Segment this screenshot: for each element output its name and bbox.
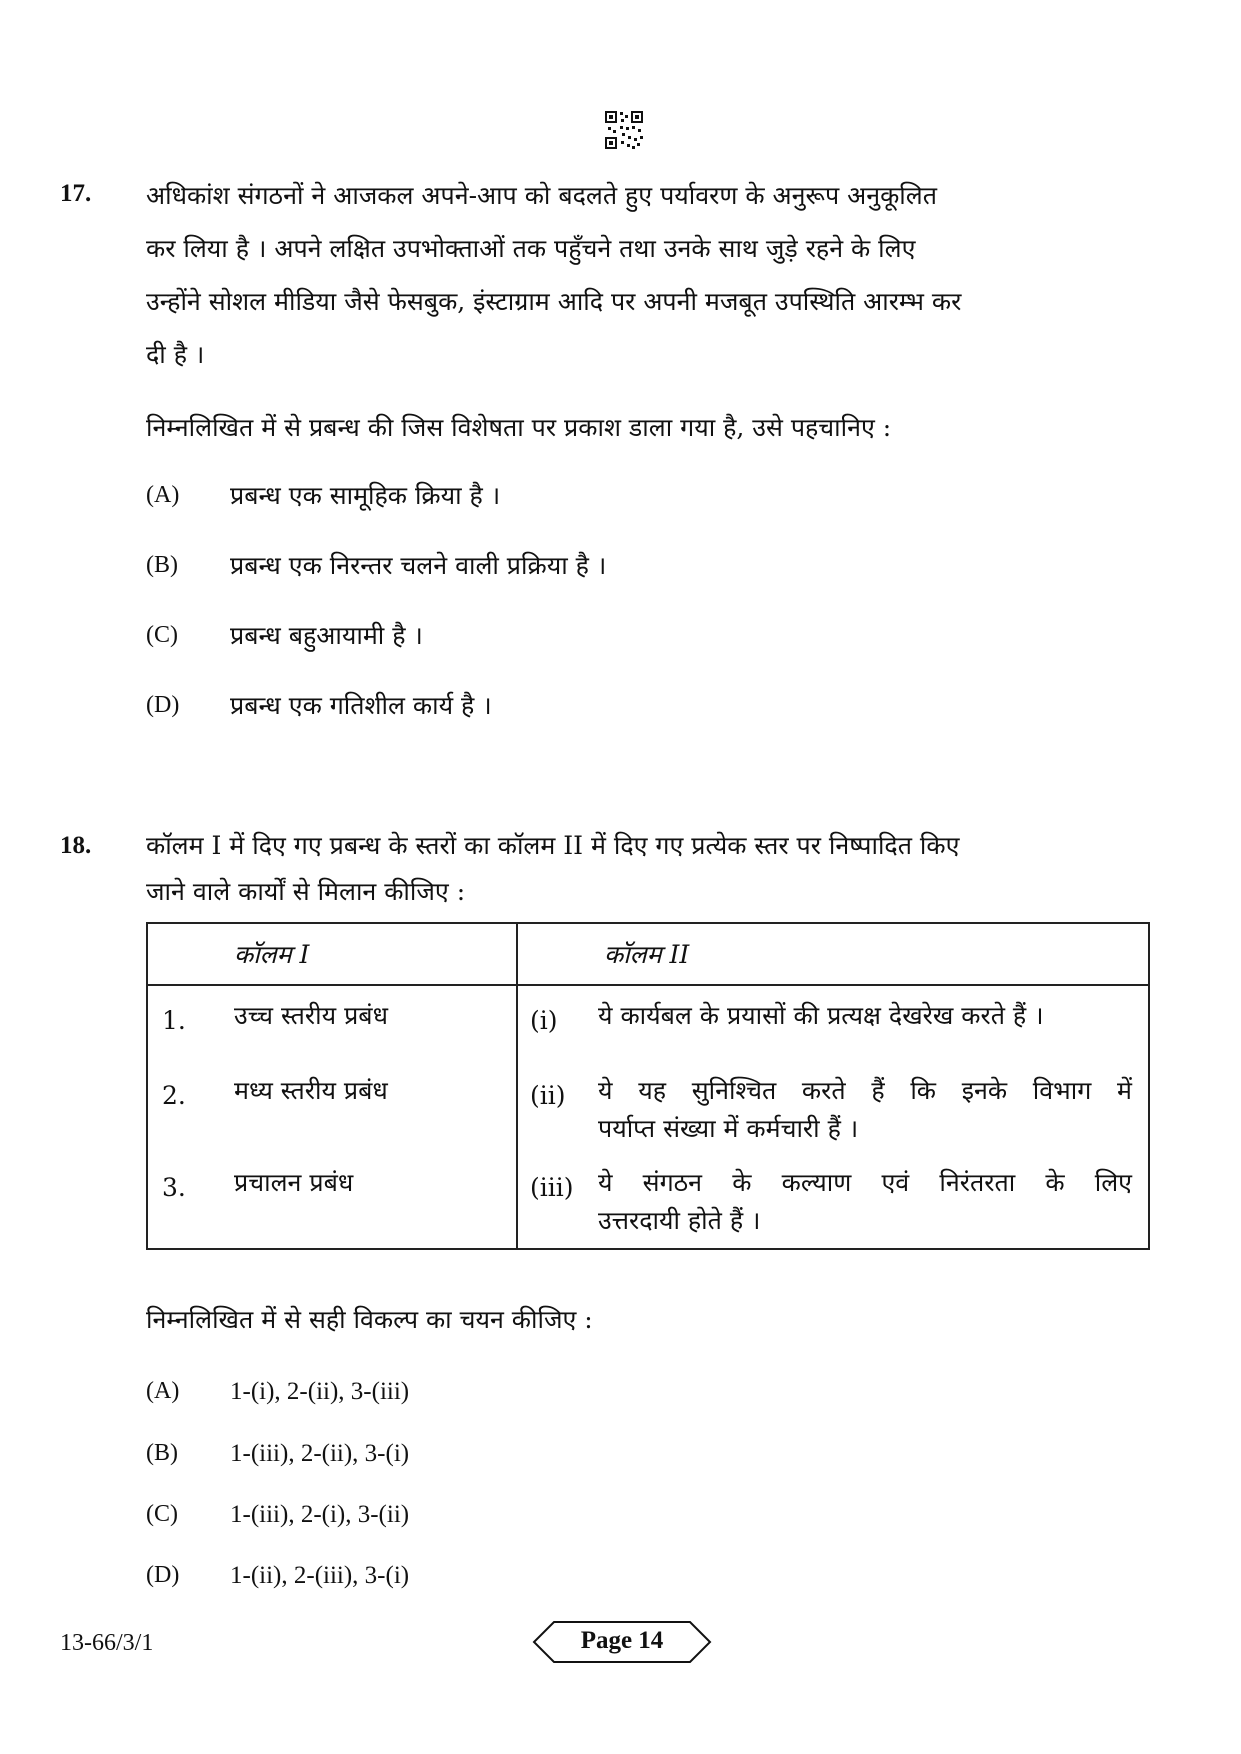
row-2-level: मध्य स्तरीय प्रबंध	[234, 1076, 388, 1105]
q18-option-b-label[interactable]: (B)	[146, 1440, 178, 1466]
row-3-level: प्रचालन प्रबंध	[234, 1168, 354, 1197]
row-3-description-line-1: ये संगठन के कल्याण एवं निरंतरता के लिए	[598, 1168, 1132, 1197]
table-row	[147, 1157, 1149, 1249]
question-18-prompt: निम्नलिखित में से सही विकल्प का चयन कीजिए :	[146, 1305, 593, 1334]
qr-code-icon	[604, 110, 644, 150]
q18-option-a-text: 1-(i), 2-(ii), 3-(iii)	[230, 1378, 410, 1405]
column-2-header: कॉलम II	[517, 923, 1149, 985]
row-1-number: 1.	[162, 1006, 186, 1035]
row-3-number: 3.	[162, 1173, 186, 1202]
q17-option-d-text: प्रबन्ध एक गतिशील कार्य है ।	[230, 691, 492, 720]
row-2-roman: (ii)	[530, 1081, 566, 1110]
row-3-description-line-2: उत्तरदायी होते हैं ।	[598, 1206, 761, 1235]
question-17-prompt: निम्नलिखित में से प्रबन्ध की जिस विशेषता पर प्रकाश डाला गया है, उसे पहचानिए :	[146, 413, 892, 442]
question-17-text-line-3: उन्होंने सोशल मीडिया जैसे फेसबुक, इंस्टाग्राम आदि पर अपनी मजबूत उपस्थिति आरम्भ कर	[146, 287, 962, 316]
q18-option-b-text: 1-(iii), 2-(ii), 3-(i)	[230, 1440, 410, 1467]
row-2-description-line-1: ये यह सुनिश्चित करते हैं कि इनके विभाग में	[598, 1076, 1132, 1105]
question-18-number: 18.	[60, 832, 92, 859]
column-1-header: कॉलम I	[147, 923, 517, 985]
q18-option-c-label[interactable]: (C)	[146, 1501, 178, 1527]
row-3-roman: (iii)	[530, 1173, 574, 1202]
q18-option-a-label[interactable]: (A)	[146, 1378, 180, 1404]
row-1-level: उच्च स्तरीय प्रबंध	[234, 1001, 388, 1030]
q18-option-d-label[interactable]: (D)	[146, 1562, 180, 1588]
question-17-text-line-4: दी है ।	[146, 340, 205, 369]
q18-option-c-text: 1-(iii), 2-(i), 3-(ii)	[230, 1501, 410, 1528]
q17-option-c-text: प्रबन्ध बहुआयामी है ।	[230, 621, 423, 650]
question-17-number: 17.	[60, 180, 92, 207]
row-1-roman: (i)	[530, 1006, 558, 1035]
q17-option-a-label[interactable]: (A)	[146, 482, 180, 508]
page-number-badge	[532, 1620, 712, 1664]
table-row	[147, 1067, 1149, 1157]
q18-option-d-text: 1-(ii), 2-(iii), 3-(i)	[230, 1562, 410, 1589]
row-2-number: 2.	[162, 1081, 186, 1110]
row-1-description-line-1: ये कार्यबल के प्रयासों की प्रत्यक्ष देखरेख करते हैं ।	[598, 1001, 1044, 1030]
row-2-description-line-2: पर्याप्त संख्या में कर्मचारी हैं ।	[598, 1114, 859, 1143]
matching-table	[146, 922, 1150, 1250]
q17-option-b-text: प्रबन्ध एक निरन्तर चलने वाली प्रक्रिया है ।	[230, 551, 607, 580]
question-17-text-line-1: अधिकांश संगठनों ने आजकल अपने-आप को बदलते हुए पर्यावरण के अनुरूप अनुकूलित	[146, 181, 937, 210]
paper-code: 13-66/3/1	[60, 1630, 154, 1656]
question-18-text-line-1: कॉलम I में दिए गए प्रबन्ध के स्तरों का कॉलम II में दिए गए प्रत्येक स्तर पर निष्पादित किए	[146, 831, 960, 860]
page-number: Page 14	[580, 1627, 664, 1654]
q17-option-b-label[interactable]: (B)	[146, 552, 178, 578]
question-17-text-line-2: कर लिया है । अपने लक्षित उपभोक्ताओं तक पहुँचने तथा उनके साथ जुड़े रहने के लिए	[146, 234, 916, 263]
question-18-text-line-2: जाने वाले कार्यों से मिलान कीजिए :	[146, 877, 466, 906]
table-row	[147, 985, 1149, 1067]
q17-option-d-label[interactable]: (D)	[146, 692, 180, 718]
q17-option-c-label[interactable]: (C)	[146, 622, 178, 648]
q17-option-a-text: प्रबन्ध एक सामूहिक क्रिया है ।	[230, 481, 501, 510]
